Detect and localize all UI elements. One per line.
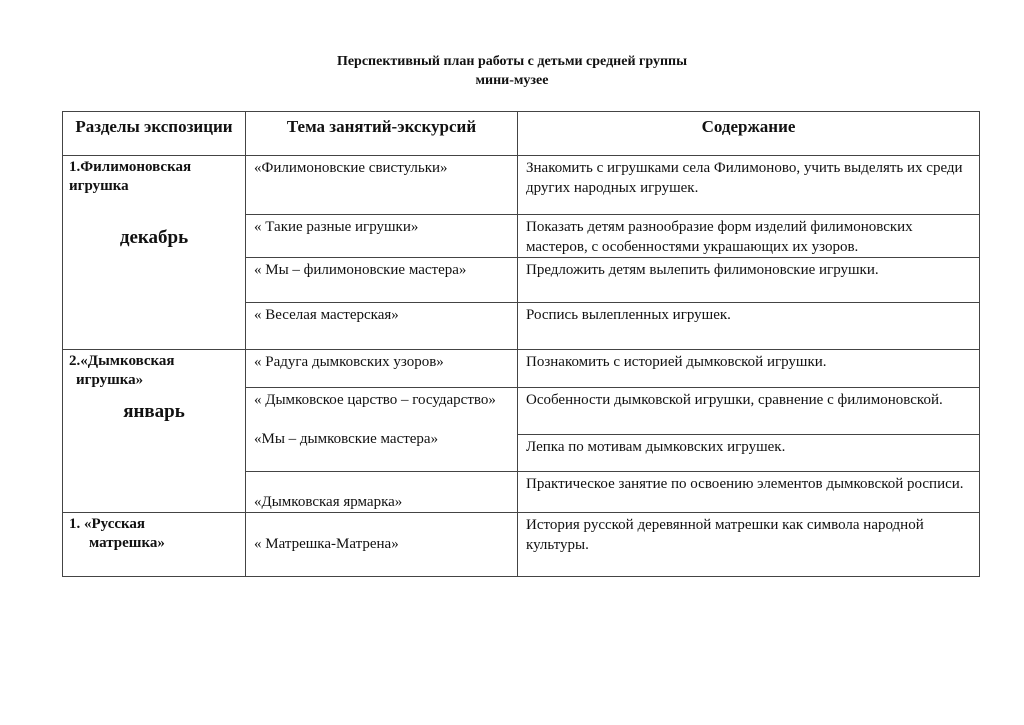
content-cell: Показать детям разнообразие форм изделий филимоновских мастеров, с особенностями украшающих их узоров. <box>518 215 980 258</box>
topic-cell: « Мы – филимоновские мастера» <box>246 258 518 303</box>
section-name: 1.Филимоновская <box>69 159 192 175</box>
topic-cell: « Такие разные игрушки» <box>246 215 518 258</box>
section-month: декабрь <box>119 227 189 248</box>
section-cell <box>63 513 246 577</box>
content-cell: Знакомить с игрушками села Филимоново, учить выделять их среди других народных игрушек. <box>518 156 980 215</box>
document-subtitle: мини-музее <box>475 73 549 88</box>
section-cell <box>63 156 246 350</box>
topic-cell <box>246 388 518 472</box>
content-cell: Практическое занятие по освоению элементов дымковской росписи. <box>518 472 980 513</box>
section-name: 2.«Дымковская <box>69 353 175 369</box>
document-title: Перспективный план работы с детьми средней группы <box>336 54 688 69</box>
content-cell: Лепка по мотивам дымковских игрушек. <box>518 435 980 472</box>
table-row <box>63 350 980 388</box>
section-name: игрушка <box>69 178 129 194</box>
topic-cell: « Радуга дымковских узоров» <box>246 350 518 388</box>
content-cell: Предложить детям вылепить филимоновские игрушки. <box>518 258 980 303</box>
section-name: игрушка» <box>76 372 144 388</box>
topic-cell: «Дымковская ярмарка» <box>246 472 518 513</box>
table-row <box>63 156 980 215</box>
header-content: Содержание <box>518 112 980 156</box>
topic-text: « Дымковское царство – государство» <box>254 392 496 408</box>
content-cell: Познакомить с историей дымковской игрушки. <box>518 350 980 388</box>
content-cell: Особенности дымковской игрушки, сравнение с филимоновской. <box>518 388 980 435</box>
plan-table <box>62 111 980 577</box>
header-topics: Тема занятий-экскурсий <box>246 112 518 156</box>
topic-cell: « Веселая мастерская» <box>246 303 518 350</box>
topic-cell: « Матрешка-Матрена» <box>246 513 518 577</box>
content-cell: История русской деревянной матрешки как символа народной культуры. <box>518 513 980 577</box>
section-name: матрешка» <box>89 535 165 551</box>
topic-cell: «Филимоновские свистульки» <box>246 156 518 215</box>
section-cell <box>63 350 246 513</box>
section-month: январь <box>123 401 185 422</box>
table-row <box>63 513 980 577</box>
content-cell: Роспись вылепленных игрушек. <box>518 303 980 350</box>
header-row <box>63 112 980 156</box>
header-sections: Разделы экспозиции <box>63 112 246 156</box>
section-name: 1. «Русская <box>69 516 146 532</box>
topic-text: «Мы – дымковские мастера» <box>254 431 439 447</box>
